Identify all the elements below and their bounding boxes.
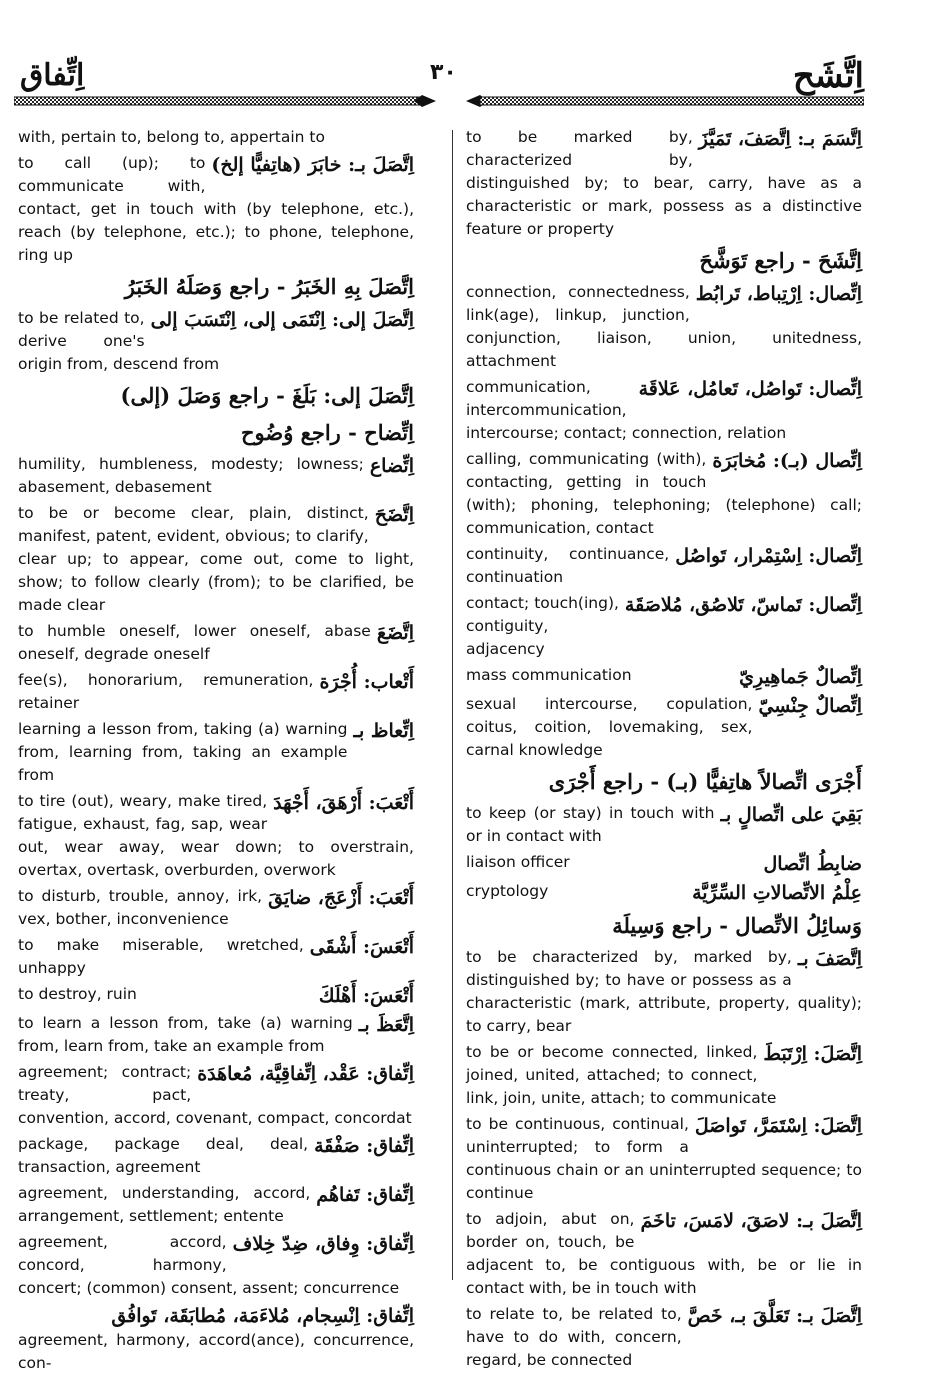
dictionary-entry [466,765,862,799]
arabic-cross-reference: اِتَّصَلَ بِهِ الخَبَرُ - راجع وَصَلَهُ الخَبَرُ [124,274,414,299]
arabic-cross-reference: وَسائِلُ الاتِّصال - راجع وَسِيلَة [612,913,862,938]
arabic-headword: اِتِّصال: تَواصُل، تَعامُل، عَلاقَة [638,378,862,400]
arabic-headword: اِتِّفاق: تَفاهُم [316,1184,414,1206]
dictionary-entry [466,909,862,943]
english-definition: to humble oneself, lower oneself, abase oneself, degrade oneself [18,622,371,663]
guide-word-right: اِتَّشَح [792,56,864,96]
arabic-headword: أَتْعَسَ: أَشْقَى [309,936,414,958]
guide-word-left: اِتِّفاق [20,58,85,93]
english-definition: agreement, accord, concord, harmony, concert; (common) consent, assent; concurrence [18,1233,400,1297]
english-definition: to be continuous, continual, uninterrupted; to form a continuous chain or an uninterrupted sequence; to continue [466,1115,862,1202]
dictionary-entry [18,1133,414,1179]
dictionary-entry [466,880,862,906]
dictionary-entry [466,946,862,1038]
dictionary-entry [18,307,414,376]
english-definition: learning a lesson from, taking (a) warning from, learning from, taking an example from [18,720,348,784]
arabic-headword: اِتِّصال: اِسْتِمْرار، تَواصُل [675,545,862,567]
column-divider [452,130,453,1280]
english-definition: communication, intercommunication, intercourse; contact; connection, relation [466,378,787,442]
dictionary-entry [466,802,862,848]
ornamental-rule-left [14,95,436,107]
english-definition: to be or become clear, plain, distinct, manifest, patent, evident, obvious; to clarify, clear up; to appear, come out, come to light, show; to follow clearly (from); to be clarified, be made clear [18,504,414,614]
dictionary-entry [466,126,862,241]
arabic-headword: أَتْعاب: أُجْرَة [319,671,414,693]
arabic-headword: اِتِّضاع [369,455,414,477]
dictionary-entry [466,1041,862,1110]
dictionary-entry [466,244,862,278]
arabic-headword: ضابِطُ اتِّصال [763,853,862,875]
arabic-headword: اِتِّصال: اِرْتِباط، تَرابُط [695,283,862,305]
arabic-headword: أَتْعَبَ: أَرْهَقَ، أَجْهَدَ [273,792,414,814]
dictionary-entry [18,620,414,666]
dictionary-entry [466,376,862,445]
dictionary-entry [466,1208,862,1300]
arabic-headword: أَتْعَبَ: أَزْعَجَ، ضايَقَ [268,887,414,909]
right-column [466,126,862,1375]
dictionary-entry [18,453,414,499]
english-definition: to keep (or stay) in touch with or in contact with [466,804,715,845]
arabic-cross-reference: اِتِّضاح - راجع وُضُوح [240,420,414,445]
english-definition: humility, humbleness, modesty; lowness; abasement, debasement [18,455,364,496]
dictionary-entry [466,1113,862,1205]
english-continuation: with, pertain to, belong to, appertain to [18,128,325,146]
english-definition: to disturb, trouble, annoy, irk, vex, bother, inconvenience [18,887,263,928]
dictionary-entry [466,281,862,373]
english-definition: package, package deal, deal, transaction, agreement [18,1135,309,1176]
dictionary-entry [18,983,414,1009]
english-definition: cryptology [466,882,549,900]
arabic-headword: اِتَّسَمَ بـ: اِتَّصَفَ، تَمَيَّزَ [698,128,862,150]
english-definition: agreement, understanding, accord, arrangement, settlement; entente [18,1184,311,1225]
dictionary-entry [18,885,414,931]
dictionary-entry [18,1182,414,1228]
arabic-headword: اِتَّصَلَ: اِرْتَبَطَ [763,1043,862,1065]
arabic-headword: اِتِّعاظ بـ [353,720,414,742]
dictionary-entry [18,1231,414,1300]
dictionary-entry [466,693,862,762]
dictionary-entry [18,502,414,617]
dictionary-entry [18,379,414,413]
left-column [18,126,414,1378]
english-definition: liaison officer [466,853,570,871]
arabic-headword: اِتَّصَفَ بـ [797,948,862,970]
arabic-headword: اِتَّضَعَ [376,622,414,644]
ornamental-rule-right [466,95,864,107]
arabic-headword: أَتْعَسَ: أَهْلَكَ [318,985,414,1007]
page-header [0,40,938,120]
dictionary-entry [18,270,414,304]
arabic-headword: اِتِّفاق: عَقْد، اِتِّفاقِيَّة، مُعاهَدَة [197,1063,414,1085]
dictionary-entry [18,669,414,715]
english-definition: to learn a lesson from, take (a) warning from, learn from, take an example from [18,1014,353,1055]
english-definition: to be marked by, characterized by, distinguished by; to bear, carry, have as a characteristic or mark, possess as a distinctive feature or property [466,128,862,238]
dictionary-entry [466,592,862,661]
english-definition: to relate to, be related to, have to do with, concern, regard, be connected [466,1305,682,1369]
arabic-headword: اِتَّصَلَ: اِسْتَمَرَّ، تَواصَلَ [694,1115,862,1137]
arabic-headword: اِتَّعَظَ بـ [358,1014,414,1036]
english-definition: to be related to, derive one's origin from, descend from [18,309,220,373]
english-definition: to make miserable, wretched, unhappy [18,936,304,977]
dictionary-entry [466,851,862,877]
arabic-headword: اِتَّصَلَ بـ: خابَرَ (هاتِفيًّا إلخ) [211,154,414,176]
arabic-headword: اِتِّفاق: صَفْقَة [314,1135,414,1157]
english-definition: agreement; contract; treaty, pact, convention, accord, covenant, compact, concordat [18,1063,412,1127]
english-definition: sexual intercourse, copulation, coitus, coition, lovemaking, sex, carnal knowledge [466,695,753,759]
arabic-headword: اِتِّصالٌ جِنْسِيّ [758,695,862,717]
dictionary-entry [466,1303,862,1372]
arabic-headword: اِتِّفاق: اِنْسِجام، مُلاءَمَة، مُطابَقَة، تَوافُق [111,1305,414,1327]
english-definition: to tire (out), weary, make tired, fatigue, exhaust, fag, sap, wear out, wear away, wear down; to overstrain, overtax, overtask, overburden, overwork [18,792,414,879]
dictionary-entry [18,416,414,450]
arabic-headword: عِلْمُ الاتِّصالاتِ السِّرِّيَّة [692,882,862,904]
dictionary-entry [466,448,862,540]
english-definition: to adjoin, abut on, border on, touch, be adjacent to, be contiguous with, be or lie in contact with, be in touch with [466,1210,862,1297]
english-definition: agreement, harmony, accord(ance), concurrence, con- [18,1331,414,1372]
english-definition: connection, connectedness, link(age), linkup, junction, conjunction, liaison, union, unitedness, attachment [466,283,862,370]
dictionary-entry [466,664,862,690]
dictionary-entry [18,934,414,980]
english-definition: to destroy, ruin [18,985,137,1003]
arabic-headword: اِتَّصَلَ بـ: لاصَقَ، لامَسَ، تاخَمَ [640,1210,862,1232]
english-definition: calling, communicating (with), contacting, getting in touch (with); phoning, telephoning; (telephone) call; communication, contact [466,450,862,537]
english-definition: mass communication [466,666,632,684]
arabic-cross-reference: اِتَّصَلَ إلى: بَلَغَ - راجع وَصَلَ (إلى) [120,383,414,408]
dictionary-entry [18,1061,414,1130]
arabic-headword: بَقِيَ على اتِّصالٍ بـ [720,804,862,826]
arabic-cross-reference: أَجْرَى اتِّصالاً هاتِفيًّا (بـ) - راجع أَجْرَى [548,769,862,794]
arabic-headword: اِتَّصَلَ إلى: اِنْتَمَى إلى، اِنْتَسَبَ إلى [150,309,414,331]
arabic-headword: اِتِّفاق: وِفاق، ضِدّ خِلاف [232,1233,414,1255]
dictionary-entry [18,1012,414,1058]
english-definition: continuity, continuance, continuation [466,545,670,586]
arabic-headword: اِتَّصَلَ بـ: تَعَلَّقَ بـ، خَصَّ [687,1305,862,1327]
arabic-headword: اِتِّصال: تَماسّ، تَلاصُق، مُلاصَقَة [624,594,862,616]
page-number: ٣٠ [430,60,457,85]
dictionary-entry [18,126,414,149]
arabic-headword: اِتَّضَحَ [374,504,414,526]
dictionary-entry [18,790,414,882]
english-definition: to be or become connected, linked, joined, united, attached; to connect, link, join, unite, attach; to communicate [466,1043,777,1107]
english-definition: to be characterized by, marked by, distinguished by; to have or possess as a characteristic (mark, attribute, property, quality); to carry, bear [466,948,862,1035]
dictionary-entry [18,718,414,787]
english-definition: fee(s), honorarium, remuneration, retainer [18,671,314,712]
dictionary-entry [466,543,862,589]
arabic-headword: اِتِّصال (بـ): مُخابَرَة [712,450,862,472]
english-definition: contact; touch(ing), contiguity, adjacency [466,594,619,658]
dictionary-entry [18,1303,414,1375]
arabic-cross-reference: اِتَّشَحَ - راجع تَوَشَّحَ [699,248,862,273]
english-definition: to call (up); to communicate with, contact, get in touch with (by telephone, etc.), reach (by telephone, etc.); to phone, telephone, ring up [18,154,414,264]
arabic-headword: اِتِّصالٌ جَماهِيرِيّ [739,666,862,688]
dictionary-entry [18,152,414,267]
